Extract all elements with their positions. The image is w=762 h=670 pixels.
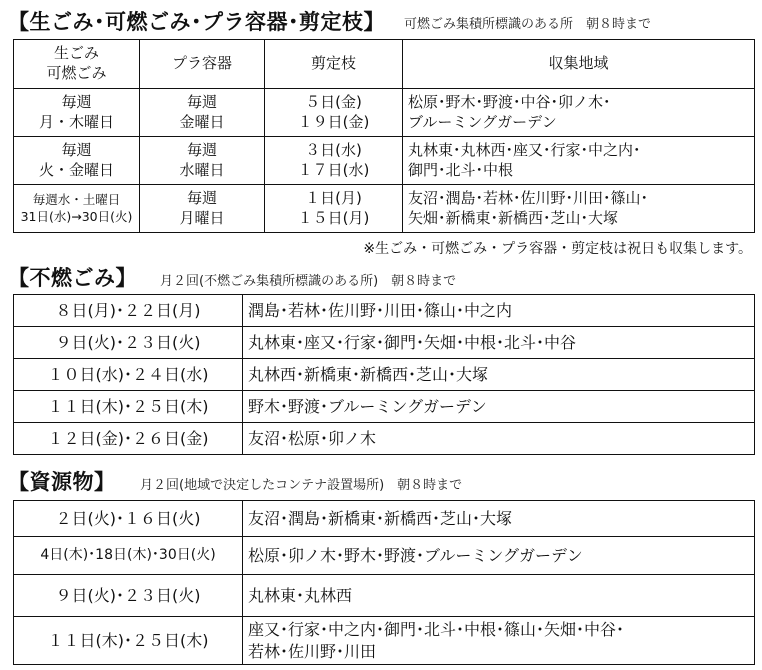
- collection-areas: 丸林東･丸林西･座又･行家･中之内･ 御門･北斗･中根: [403, 137, 755, 185]
- section1-header-row: [14, 40, 755, 89]
- collection-areas: 友沼･松原･卯ノ木: [243, 423, 755, 455]
- table-row: [14, 617, 755, 665]
- collection-dates: １２日(金)･２６日(金): [14, 423, 243, 455]
- section2-table: [13, 294, 755, 455]
- collection-dates: ２日(火)･１６日(火): [14, 501, 243, 537]
- section1-note: 可燃ごみ集積所標識のある所 朝８時まで: [404, 17, 652, 32]
- collection-areas: 野木･野渡･ブルーミングガーデン: [243, 391, 755, 423]
- section3-table: [13, 500, 755, 665]
- collection-dates: ９日(火)･２３日(火): [14, 575, 243, 617]
- header-pruned-branches: 剪定枝: [265, 40, 403, 89]
- collection-areas: 潤島･若林･佐川野･川田･篠山･中之内: [243, 295, 755, 327]
- section1-table: [13, 39, 755, 233]
- table-row: [14, 295, 755, 327]
- collection-areas: 友沼･潤島･新橋東･新橋西･芝山･大塚: [243, 501, 755, 537]
- pruned-branches-dates: ３日(水) １７日(水): [265, 137, 403, 185]
- header-collection-area: 収集地域: [403, 40, 755, 89]
- table-row: [14, 501, 755, 537]
- burnable-schedule: 毎週 月・木曜日: [14, 89, 140, 137]
- collection-areas: 友沼･潤島･若林･佐川野･川田･篠山･ 矢畑･新橋東･新橋西･芝山･大塚: [403, 185, 755, 233]
- collection-dates: １１日(木)･２５日(木): [14, 617, 243, 665]
- collection-dates: １０日(水)･２４日(水): [14, 359, 243, 391]
- collection-areas: 丸林東･座又･行家･御門･矢畑･中根･北斗･中谷: [243, 327, 755, 359]
- plastic-schedule: 毎週 月曜日: [140, 185, 265, 233]
- table-row: [14, 359, 755, 391]
- table-row: [14, 537, 755, 575]
- section3-title: 【資源物】: [8, 470, 116, 494]
- table-row: [14, 423, 755, 455]
- section2-note: 月２回(不燃ごみ集積所標識のある所) 朝８時まで: [160, 274, 457, 289]
- collection-dates: ９日(火)･２３日(火): [14, 327, 243, 359]
- collection-areas: 松原･卯ノ木･野木･野渡･ブルーミングガーデン: [243, 537, 755, 575]
- table-row: [14, 327, 755, 359]
- collection-areas: 松原･野木･野渡･中谷･卯ノ木･ ブルーミングガーデン: [403, 89, 755, 137]
- burnable-schedule: 毎週 火・金曜日: [14, 137, 140, 185]
- pruned-branches-dates: １日(月) １５日(月): [265, 185, 403, 233]
- section1-title: 【生ごみ･可燃ごみ･プラ容器･剪定枝】: [8, 10, 385, 34]
- pruned-branches-dates: ５日(金) １９日(金): [265, 89, 403, 137]
- collection-areas: 丸林西･新橋東･新橋西･芝山･大塚: [243, 359, 755, 391]
- plastic-schedule: 毎週 金曜日: [140, 89, 265, 137]
- header-plastic: プラ容器: [140, 40, 265, 89]
- burnable-schedule: 毎週水・土曜日 31日(水)→30日(火): [14, 185, 140, 233]
- table-row: [14, 391, 755, 423]
- section2-title: 【不燃ごみ】: [8, 266, 137, 290]
- plastic-schedule: 毎週 水曜日: [140, 137, 265, 185]
- table-row: [14, 185, 755, 233]
- table-row: [14, 89, 755, 137]
- collection-dates: 4日(木)･18日(木)･30日(火): [14, 537, 243, 575]
- collection-areas: 座又･行家･中之内･御門･北斗･中根･篠山･矢畑･中谷･ 若林･佐川野･川田: [243, 617, 755, 665]
- collection-dates: ８日(月)･２２日(月): [14, 295, 243, 327]
- section3-note: 月２回(地域で決定したコンテナ設置場所) 朝８時まで: [140, 478, 463, 493]
- collection-dates: １１日(木)･２５日(木): [14, 391, 243, 423]
- table-row: [14, 137, 755, 185]
- table-row: [14, 575, 755, 617]
- holiday-footnote: ※生ごみ・可燃ごみ・プラ容器・剪定枝は祝日も収集します。: [363, 241, 752, 257]
- collection-areas: 丸林東･丸林西: [243, 575, 755, 617]
- header-burnable: 生ごみ 可燃ごみ: [14, 40, 140, 89]
